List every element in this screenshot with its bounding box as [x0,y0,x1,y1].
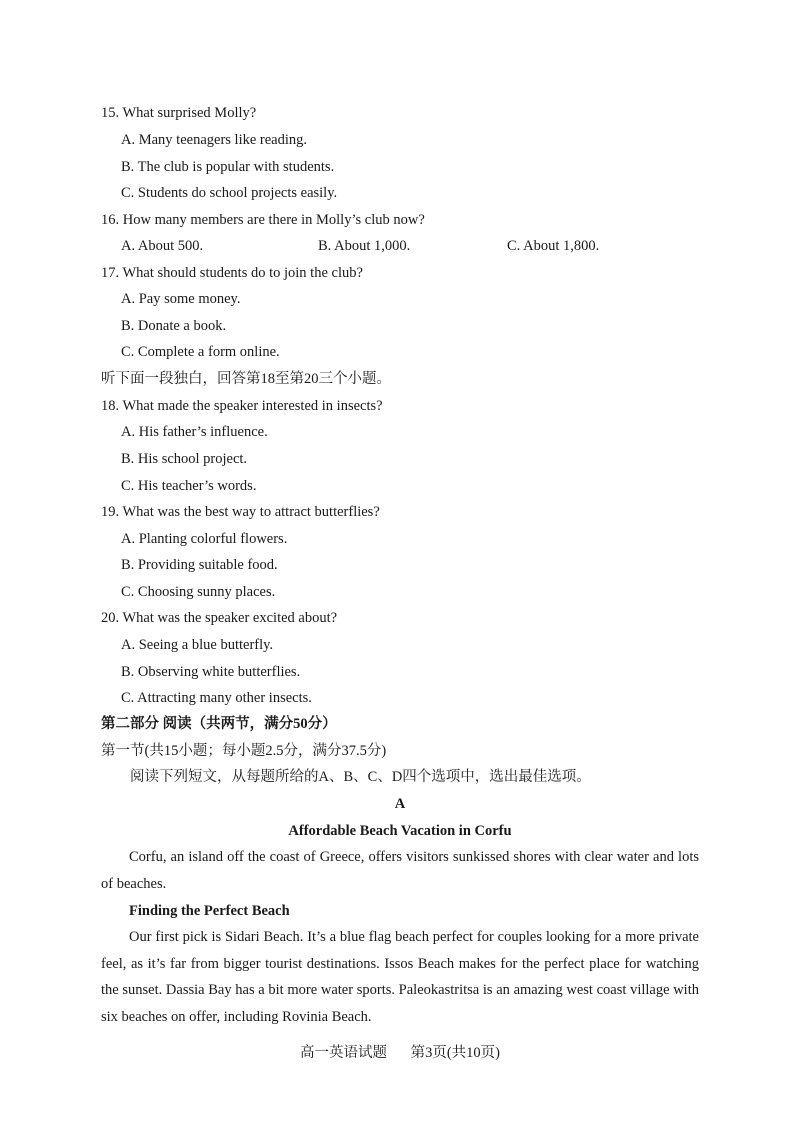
passage-body: Our first pick is Sidari Beach. It’s a blue flag beach perfect for couples looking for a more private feel, as it’s far from bigger tourist destinations. Issos Beach makes for the perfect place for watching the sunset. Dassia Bay has a bit more water sports. Paleokastritsa is an amazing west coast village with six beaches on offer, including Rovinia Beach. [101,929,699,1025]
reading-instruction: 阅读下列短文，从每题所给的A、B、C、D四个选项中，选出最佳选项。 [130,769,591,785]
option-20a: A. Seeing a blue butterfly. [121,637,274,653]
question-19: 19. What was the best way to attract butterflies? [101,504,380,520]
question-17: 17. What should students do to join the club? [101,265,363,281]
option-17a: A. Pay some money. [121,291,241,307]
passage-subheading: Finding the Perfect Beach [129,903,290,919]
option-15a: A. Many teenagers like reading. [121,132,308,148]
section1-heading: 第一节(共15小题；每小题2.5分，满分37.5分) [101,743,387,759]
question-15: 15. What surprised Molly? [101,105,257,121]
footer-subject: 高一英语试题 [299,1045,387,1061]
option-17c: C. Complete a form online. [121,344,280,360]
listening-instruction: 听下面一段独白，回答第18至第20三个小题。 [101,371,391,387]
option-20b: B. Observing white butterflies. [121,664,301,680]
passage-title: Affordable Beach Vacation in Corfu [288,823,512,839]
option-17b: B. Donate a book. [121,318,227,334]
option-20c: C. Attracting many other insects. [121,690,312,706]
footer-page-number: 第3页(共10页) [410,1045,501,1061]
option-16b: B. About 1,000. [318,238,411,254]
question-16: 16. How many members are there in Molly’s club now? [101,212,425,228]
option-19a: A. Planting colorful flowers. [121,531,288,547]
page-footer [0,1041,800,1062]
option-18a: A. His father’s influence. [121,424,268,440]
question-20: 20. What was the speaker excited about? [101,610,338,626]
option-16a: A. About 500. [121,238,204,254]
option-18b: B. His school project. [121,451,248,467]
question-18: 18. What made the speaker interested in insects? [101,398,383,414]
option-15c: C. Students do school projects easily. [121,185,338,201]
part2-heading: 第二部分 阅读（共两节，满分50分） [101,716,337,732]
option-19b: B. Providing suitable food. [121,557,278,573]
option-15b: B. The club is popular with students. [121,159,335,175]
option-18c: C. His teacher’s words. [121,478,257,494]
option-19c: C. Choosing sunny places. [121,584,276,600]
passage-intro: Corfu, an island off the coast of Greece, offers visitors sunkissed shores with clear water and lots of beaches. [101,849,699,892]
passage-letter: A [394,796,406,812]
option-16c: C. About 1,800. [507,238,600,254]
